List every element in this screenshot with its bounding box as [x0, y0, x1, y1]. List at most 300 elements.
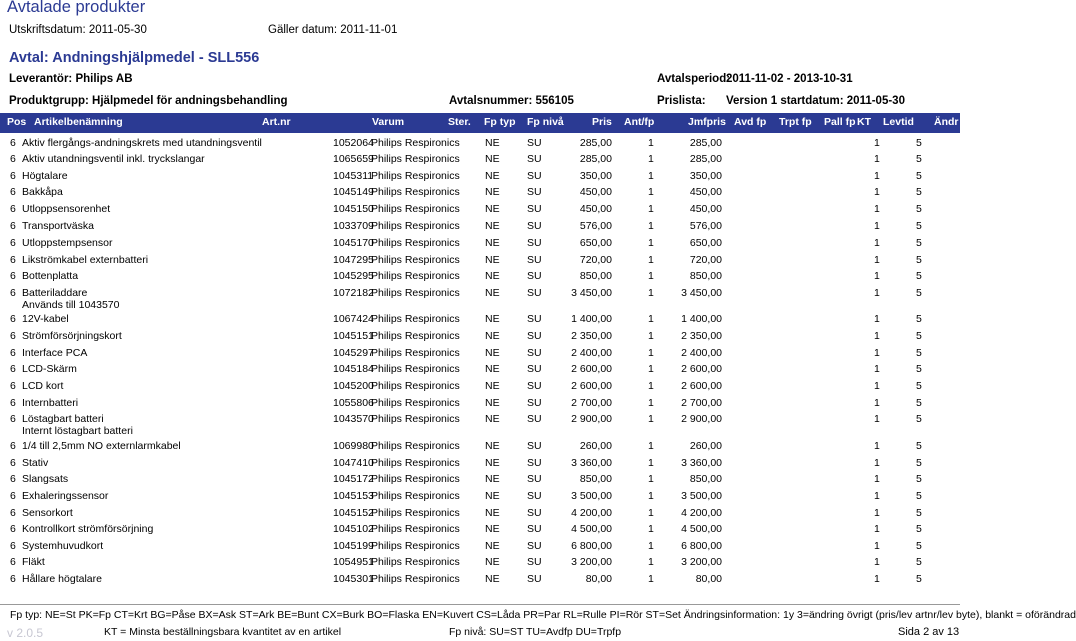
cell-brand: Philips Respironics	[371, 347, 460, 359]
cell-fpniva: SU	[527, 397, 542, 409]
cell-kt: 1	[874, 287, 880, 299]
cell-pris: 576,00	[579, 220, 612, 232]
cell-name: Högtalare	[22, 170, 68, 182]
cell-pris: 450,00	[579, 186, 612, 198]
cell-fptyp: NE	[485, 153, 500, 165]
col-pos: Pos	[7, 116, 27, 128]
cell-jmfpris: 1 400,00	[681, 313, 722, 325]
cell-antfp: 1	[648, 330, 654, 342]
cell-brand: Philips Respironics	[371, 170, 460, 182]
cell-brand: Philips Respironics	[371, 440, 460, 452]
cell-pris: 850,00	[579, 270, 612, 282]
cell-pos: 6	[10, 153, 16, 165]
cell-name: Systemhuvudkort	[22, 540, 104, 552]
cell-fptyp: NE	[485, 186, 500, 198]
cell-pris: 1 400,00	[571, 313, 612, 325]
cell-pris: 350,00	[579, 170, 612, 182]
cell-fpniva: SU	[527, 440, 542, 452]
cell-kt: 1	[874, 363, 880, 375]
agreement-title: Avtal: Andningshjälpmedel - SLL556	[9, 50, 260, 66]
cell-brand: Philips Respironics	[371, 237, 460, 249]
cell-jmfpris: 285,00	[689, 137, 722, 149]
cell-artnr: 1069980	[333, 440, 374, 452]
cell-fptyp: NE	[485, 397, 500, 409]
cell-kt: 1	[874, 490, 880, 502]
cell-kt: 1	[874, 186, 880, 198]
cell-fpniva: SU	[527, 490, 542, 502]
cell-name: Utloppsensorenhet	[22, 203, 111, 215]
cell-antfp: 1	[648, 490, 654, 502]
col-kt: KT	[857, 116, 871, 128]
cell-kt: 1	[874, 170, 880, 182]
cell-name: 12V-kabel	[22, 313, 69, 325]
cell-pos: 6	[10, 220, 16, 232]
cell-artnr: 1065659	[333, 153, 374, 165]
cell-brand: Philips Respironics	[371, 540, 460, 552]
cell-kt: 1	[874, 523, 880, 535]
cell-fptyp: NE	[485, 237, 500, 249]
cell-jmfpris: 850,00	[689, 270, 722, 282]
cell-levtid: 5	[916, 556, 922, 568]
cell-name: 1/4 till 2,5mm NO externlarmkabel	[22, 440, 181, 452]
cell-artnr: 1043570	[333, 413, 374, 425]
cell-fpniva: SU	[527, 237, 542, 249]
cell-kt: 1	[874, 507, 880, 519]
cell-fptyp: NE	[485, 457, 500, 469]
fp-levels-note: Fp nivå: SU=ST TU=Avdfp DU=Trpfp	[449, 626, 622, 638]
cell-fpniva: SU	[527, 203, 542, 215]
cell-name: Interface PCA	[22, 347, 88, 359]
cell-antfp: 1	[648, 270, 654, 282]
cell-brand: Philips Respironics	[371, 523, 460, 535]
cell-fptyp: NE	[485, 556, 500, 568]
cell-pris: 2 700,00	[571, 397, 612, 409]
cell-kt: 1	[874, 330, 880, 342]
cell-levtid: 5	[916, 523, 922, 535]
cell-jmfpris: 4 500,00	[681, 523, 722, 535]
cell-antfp: 1	[648, 457, 654, 469]
col-pris: Pris	[592, 116, 612, 128]
version-label: v 2.0.5	[7, 626, 44, 640]
cell-fpniva: SU	[527, 556, 542, 568]
cell-fpniva: SU	[527, 473, 542, 485]
cell-pos: 6	[10, 313, 16, 325]
cell-pos: 6	[10, 540, 16, 552]
cell-brand: Philips Respironics	[371, 397, 460, 409]
table-header	[0, 113, 960, 133]
cell-name: LCD-Skärm	[22, 363, 77, 375]
cell-kt: 1	[874, 270, 880, 282]
cell-antfp: 1	[648, 137, 654, 149]
cell-kt: 1	[874, 573, 880, 585]
cell-levtid: 5	[916, 507, 922, 519]
cell-antfp: 1	[648, 440, 654, 452]
cell-name: Aktiv utandningsventil inkl. tryckslangar	[22, 153, 205, 165]
cell-name: Aktiv flergångs-andningskrets med utandningsventil	[22, 137, 262, 149]
cell-pos: 6	[10, 137, 16, 149]
cell-brand: Philips Respironics	[371, 254, 460, 266]
cell-levtid: 5	[916, 363, 922, 375]
cell-levtid: 5	[916, 220, 922, 232]
cell-kt: 1	[874, 137, 880, 149]
cell-kt: 1	[874, 413, 880, 425]
cell-brand: Philips Respironics	[371, 203, 460, 215]
cell-fptyp: NE	[485, 287, 500, 299]
cell-fpniva: SU	[527, 540, 542, 552]
cell-pos: 6	[10, 490, 16, 502]
cell-brand: Philips Respironics	[371, 313, 460, 325]
col-levtid: Levtid	[883, 116, 914, 128]
cell-kt: 1	[874, 254, 880, 266]
cell-jmfpris: 3 360,00	[681, 457, 722, 469]
cell-brand: Philips Respironics	[371, 153, 460, 165]
cell-levtid: 5	[916, 203, 922, 215]
cell-name: Kontrollkort strömförsörjning	[22, 523, 154, 535]
cell-antfp: 1	[648, 507, 654, 519]
table-row	[0, 573, 960, 603]
cell-fpniva: SU	[527, 137, 542, 149]
cell-pos: 6	[10, 457, 16, 469]
cell-name: Transportväska	[22, 220, 94, 232]
cell-pris: 80,00	[585, 573, 612, 585]
cell-fptyp: NE	[485, 490, 500, 502]
cell-brand: Philips Respironics	[371, 220, 460, 232]
cell-name: Löstagbart batteri	[22, 413, 104, 425]
cell-name: Exhaleringssensor	[22, 490, 109, 502]
col-fpniva: Fp nivå	[527, 116, 564, 128]
col-jmfpris: Jmfpris	[688, 116, 726, 128]
cell-kt: 1	[874, 347, 880, 359]
cell-fptyp: NE	[485, 270, 500, 282]
cell-kt: 1	[874, 380, 880, 392]
cell-fpniva: SU	[527, 363, 542, 375]
cell-artnr: 1045172	[333, 473, 374, 485]
cell-pos: 6	[10, 556, 16, 568]
cell-fpniva: SU	[527, 254, 542, 266]
cell-antfp: 1	[648, 313, 654, 325]
cell-name: Likströmkabel externbatteri	[22, 254, 149, 266]
cell-name: Batteriladdare	[22, 287, 88, 299]
cell-antfp: 1	[648, 203, 654, 215]
cell-brand: Philips Respironics	[371, 556, 460, 568]
cell-levtid: 5	[916, 490, 922, 502]
cell-levtid: 5	[916, 380, 922, 392]
valid-date: Gäller datum: 2011-11-01	[268, 24, 398, 36]
cell-pris: 3 450,00	[571, 287, 612, 299]
cell-pos: 6	[10, 380, 16, 392]
cell-pris: 450,00	[579, 203, 612, 215]
cell-brand: Philips Respironics	[371, 380, 460, 392]
cell-pos: 6	[10, 330, 16, 342]
cell-pos: 6	[10, 287, 16, 299]
cell-brand: Philips Respironics	[371, 137, 460, 149]
cell-fptyp: NE	[485, 347, 500, 359]
col-antfp: Ant/fp	[624, 116, 655, 128]
cell-antfp: 1	[648, 170, 654, 182]
cell-fpniva: SU	[527, 413, 542, 425]
supplier: Leverantör: Philips AB	[9, 73, 133, 85]
print-date: Utskriftsdatum: 2011-05-30	[9, 24, 147, 36]
cell-fptyp: NE	[485, 220, 500, 232]
cell-pris: 2 400,00	[571, 347, 612, 359]
cell-fptyp: NE	[485, 380, 500, 392]
cell-pos: 6	[10, 347, 16, 359]
cell-antfp: 1	[648, 186, 654, 198]
cell-fpniva: SU	[527, 507, 542, 519]
cell-pos: 6	[10, 270, 16, 282]
cell-antfp: 1	[648, 254, 654, 266]
cell-fptyp: NE	[485, 254, 500, 266]
cell-fptyp: NE	[485, 363, 500, 375]
cell-fpniva: SU	[527, 313, 542, 325]
cell-jmfpris: 3 200,00	[681, 556, 722, 568]
cell-brand: Philips Respironics	[371, 507, 460, 519]
cell-pris: 3 500,00	[571, 490, 612, 502]
cell-levtid: 5	[916, 137, 922, 149]
cell-brand: Philips Respironics	[371, 457, 460, 469]
cell-fptyp: NE	[485, 540, 500, 552]
cell-artnr: 1047410	[333, 457, 374, 469]
cell-artnr: 1052064	[333, 137, 374, 149]
col-artnr: Art.nr	[262, 116, 291, 128]
cell-fptyp: NE	[485, 137, 500, 149]
cell-pris: 2 600,00	[571, 363, 612, 375]
page-number: Sida 2 av 13	[898, 626, 960, 638]
cell-fptyp: NE	[485, 573, 500, 585]
cell-pos: 6	[10, 473, 16, 485]
cell-antfp: 1	[648, 363, 654, 375]
col-pallfp: Pall fp	[824, 116, 856, 128]
cell-name: Utloppstempsensor	[22, 237, 113, 249]
cell-name: Bottenplatta	[22, 270, 79, 282]
cell-jmfpris: 450,00	[689, 203, 722, 215]
cell-pris: 4 500,00	[571, 523, 612, 535]
cell-pos: 6	[10, 186, 16, 198]
cell-levtid: 5	[916, 440, 922, 452]
period-label: Avtalsperiod:	[657, 73, 731, 85]
cell-name: Stativ	[22, 457, 49, 469]
cell-artnr: 1072182	[333, 287, 374, 299]
cell-jmfpris: 2 400,00	[681, 347, 722, 359]
cell-pos: 6	[10, 237, 16, 249]
cell-name: Fläkt	[22, 556, 45, 568]
cell-kt: 1	[874, 313, 880, 325]
cell-pris: 2 600,00	[571, 380, 612, 392]
cell-antfp: 1	[648, 413, 654, 425]
cell-levtid: 5	[916, 457, 922, 469]
cell-pris: 4 200,00	[571, 507, 612, 519]
cell-artnr: 1067424	[333, 313, 374, 325]
cell-jmfpris: 350,00	[689, 170, 722, 182]
cell-name: Bakkåpa	[22, 186, 63, 198]
cell-fptyp: NE	[485, 330, 500, 342]
cell-pris: 650,00	[579, 237, 612, 249]
cell-name: LCD kort	[22, 380, 64, 392]
cell-pris: 260,00	[579, 440, 612, 452]
cell-name: Strömförsörjningskort	[22, 330, 122, 342]
cell-artnr: 1045200	[333, 380, 374, 392]
cell-artnr: 1054951	[333, 556, 374, 568]
cell-fpniva: SU	[527, 457, 542, 469]
cell-jmfpris: 650,00	[689, 237, 722, 249]
col-name: Artikelbenämning	[34, 116, 123, 128]
cell-kt: 1	[874, 237, 880, 249]
cell-name: Internbatteri	[22, 397, 79, 409]
cell-pos: 6	[10, 363, 16, 375]
cell-jmfpris: 720,00	[689, 254, 722, 266]
cell-pris: 6 800,00	[571, 540, 612, 552]
cell-brand: Philips Respironics	[371, 330, 460, 342]
cell-antfp: 1	[648, 397, 654, 409]
cell-artnr: 1055806	[333, 397, 374, 409]
cell-name: Hållare högtalare	[22, 573, 102, 585]
cell-artnr: 1047295	[333, 254, 374, 266]
cell-kt: 1	[874, 220, 880, 232]
cell-kt: 1	[874, 440, 880, 452]
table-row	[0, 413, 960, 443]
cell-jmfpris: 450,00	[689, 186, 722, 198]
cell-pos: 6	[10, 413, 16, 425]
cell-pris: 3 200,00	[571, 556, 612, 568]
cell-fpniva: SU	[527, 170, 542, 182]
cell-brand: Philips Respironics	[371, 413, 460, 425]
cell-pris: 850,00	[579, 473, 612, 485]
cell-jmfpris: 6 800,00	[681, 540, 722, 552]
cell-brand: Philips Respironics	[371, 490, 460, 502]
cell-antfp: 1	[648, 153, 654, 165]
cell-levtid: 5	[916, 186, 922, 198]
cell-fptyp: NE	[485, 523, 500, 535]
cell-pris: 2 900,00	[571, 413, 612, 425]
product-group: Produktgrupp: Hjälpmedel för andningsbehandling	[9, 95, 288, 107]
cell-pris: 720,00	[579, 254, 612, 266]
cell-artnr: 1033709	[333, 220, 374, 232]
cell-pos: 6	[10, 397, 16, 409]
col-avdfp: Avd fp	[734, 116, 767, 128]
cell-kt: 1	[874, 397, 880, 409]
cell-artnr: 1045295	[333, 270, 374, 282]
cell-kt: 1	[874, 556, 880, 568]
cell-pos: 6	[10, 170, 16, 182]
kt-note: KT = Minsta beställningsbara kvantitet av en artikel	[104, 626, 342, 638]
cell-antfp: 1	[648, 523, 654, 535]
cell-antfp: 1	[648, 347, 654, 359]
cell-levtid: 5	[916, 237, 922, 249]
col-fptyp: Fp typ	[484, 116, 516, 128]
cell-fpniva: SU	[527, 220, 542, 232]
cell-jmfpris: 3 500,00	[681, 490, 722, 502]
cell-levtid: 5	[916, 330, 922, 342]
cell-jmfpris: 2 600,00	[681, 380, 722, 392]
cell-name-sub: Används till 1043570	[22, 299, 120, 311]
pricelist-label: Prislista:	[657, 95, 706, 107]
cell-pos: 6	[10, 523, 16, 535]
page-title: Avtalade produkter	[7, 0, 146, 16]
col-ster: Ster.	[448, 116, 471, 128]
footer-divider	[0, 604, 960, 605]
cell-pos: 6	[10, 440, 16, 452]
cell-levtid: 5	[916, 413, 922, 425]
cell-pris: 3 360,00	[571, 457, 612, 469]
cell-antfp: 1	[648, 380, 654, 392]
cell-jmfpris: 285,00	[689, 153, 722, 165]
cell-pris: 285,00	[579, 153, 612, 165]
cell-antfp: 1	[648, 540, 654, 552]
cell-artnr: 1045184	[333, 363, 374, 375]
cell-jmfpris: 2 350,00	[681, 330, 722, 342]
cell-antfp: 1	[648, 556, 654, 568]
cell-fpniva: SU	[527, 153, 542, 165]
cell-fpniva: SU	[527, 186, 542, 198]
cell-artnr: 1045199	[333, 540, 374, 552]
cell-artnr: 1045152	[333, 507, 374, 519]
cell-artnr: 1045311	[333, 170, 374, 182]
cell-kt: 1	[874, 203, 880, 215]
cell-fpniva: SU	[527, 287, 542, 299]
cell-kt: 1	[874, 153, 880, 165]
pricelist-value: Version 1 startdatum: 2011-05-30	[726, 95, 905, 107]
cell-brand: Philips Respironics	[371, 363, 460, 375]
cell-brand: Philips Respironics	[371, 287, 460, 299]
cell-brand: Philips Respironics	[371, 270, 460, 282]
cell-jmfpris: 576,00	[689, 220, 722, 232]
cell-artnr: 1045102	[333, 523, 374, 535]
col-trptfp: Trpt fp	[779, 116, 812, 128]
cell-antfp: 1	[648, 220, 654, 232]
cell-brand: Philips Respironics	[371, 573, 460, 585]
cell-levtid: 5	[916, 540, 922, 552]
cell-artnr: 1045301	[333, 573, 374, 585]
cell-pris: 2 350,00	[571, 330, 612, 342]
cell-jmfpris: 2 700,00	[681, 397, 722, 409]
cell-artnr: 1045151	[333, 330, 374, 342]
cell-antfp: 1	[648, 473, 654, 485]
cell-jmfpris: 2 600,00	[681, 363, 722, 375]
cell-brand: Philips Respironics	[371, 186, 460, 198]
cell-name: Sensorkort	[22, 507, 73, 519]
cell-kt: 1	[874, 473, 880, 485]
cell-jmfpris: 80,00	[695, 573, 722, 585]
cell-name: Slangsats	[22, 473, 69, 485]
cell-kt: 1	[874, 540, 880, 552]
footer-legend: Fp typ: NE=St PK=Fp CT=Krt BG=Påse BX=Ask ST=Ark BE=Bunt CX=Burk BO=Flaska EN=Kuvert CS=Låda PR=Par RL=Rulle PI=Rör ST=Set Ändringsinformation: 1y 3=ändring övrigt (pris/lev artnr/lev byte), blankt = oförändrad	[10, 609, 1076, 621]
cell-levtid: 5	[916, 153, 922, 165]
cell-fptyp: NE	[485, 170, 500, 182]
cell-fptyp: NE	[485, 203, 500, 215]
cell-jmfpris: 260,00	[689, 440, 722, 452]
cell-levtid: 5	[916, 270, 922, 282]
cell-fptyp: NE	[485, 313, 500, 325]
cell-fptyp: NE	[485, 440, 500, 452]
cell-antfp: 1	[648, 237, 654, 249]
cell-fpniva: SU	[527, 573, 542, 585]
col-brand: Varum	[372, 116, 405, 128]
cell-artnr: 1045170	[333, 237, 374, 249]
cell-pos: 6	[10, 507, 16, 519]
period-value: 2011-11-02 - 2013-10-31	[726, 73, 853, 85]
cell-fptyp: NE	[485, 413, 500, 425]
cell-pos: 6	[10, 573, 16, 585]
cell-levtid: 5	[916, 573, 922, 585]
cell-fptyp: NE	[485, 507, 500, 519]
cell-fpniva: SU	[527, 347, 542, 359]
col-andr: Ändr	[934, 116, 959, 128]
cell-pos: 6	[10, 203, 16, 215]
cell-artnr: 1045150	[333, 203, 374, 215]
cell-pos: 6	[10, 254, 16, 266]
cell-jmfpris: 2 900,00	[681, 413, 722, 425]
cell-fpniva: SU	[527, 380, 542, 392]
